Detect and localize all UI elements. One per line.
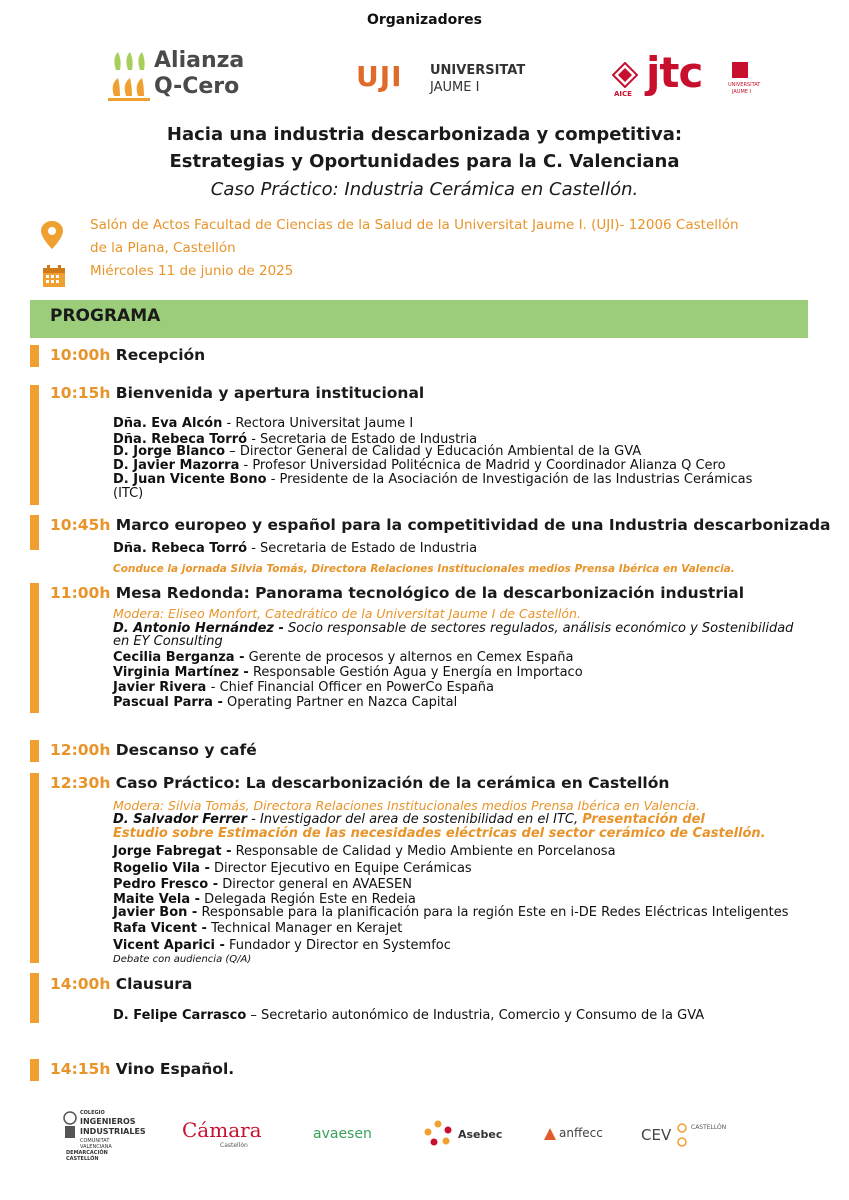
aice-text: AICE [614, 90, 632, 98]
slot-case-study [50, 774, 669, 792]
itc-sub1: UNIVERSITAT [728, 82, 761, 88]
uji-line1: UNIVERSITAT [430, 63, 526, 78]
uji-logo [356, 60, 536, 100]
speaker-line: Maite Vela - Delegada Región Este en Redeia [113, 892, 416, 907]
slot-coffee-break [50, 741, 257, 759]
slot-title: Marco europeo y español para la competitividad de una Industria descarbonizada [115, 516, 831, 534]
venue-line1: Salón de Actos Facultad de Ciencias de la Salud de la Universitat Jaume I. (UJI)- 12006 Castellón [90, 217, 739, 233]
slot-title: Clausura [115, 975, 193, 993]
program-heading: PROGRAMA [50, 306, 161, 326]
slot-framework [50, 516, 831, 534]
speaker-line: Rogelio Vila - Director Ejecutivo en Equipe Cerámicas [113, 861, 472, 876]
slot-welcome [50, 384, 424, 402]
slot-wine [50, 1060, 234, 1078]
anffecc-text: anffecc [559, 1126, 603, 1140]
speaker-line: D. Salvador Ferrer - Investigador del area de sostenibilidad en el ITC, Presentación del [113, 812, 705, 827]
speaker-line: D. Jorge Blanco – Director General de Calidad y Educación Ambiental de la GVA [113, 444, 642, 459]
slot-title: Bienvenida y apertura institucional [115, 384, 425, 402]
slot-closing [50, 975, 192, 993]
slot-bar [30, 345, 39, 367]
speaker-line: Dña. Eva Alcón - Rectora Universitat Jaume I [113, 416, 414, 431]
q-cero-text: Q-Cero [154, 74, 240, 99]
slot-time: 10:00h [50, 346, 111, 364]
speaker-line: Vicent Aparici - Fundador y Director en Systemfoc [113, 938, 451, 953]
speaker-line: Dña. Rebeca Torró - Secretaria de Estado de Industria [113, 432, 478, 447]
slot-time: 14:00h [50, 975, 111, 993]
asebec-dots-icon [424, 1120, 452, 1146]
alianza-leaf-icon [108, 48, 158, 104]
speaker-line: Rafa Vicent - Technical Manager en Kerajet [113, 921, 403, 936]
location-pin-icon [40, 220, 64, 250]
slot-reception [50, 346, 205, 364]
speaker-line: D. Juan Vicente Bono - Presidente de la Asociación de Investigación de las Industrias Cerámicas [113, 472, 753, 487]
debate-note: Debate con audiencia (Q/A) [113, 954, 252, 965]
slot-time: 14:15h [50, 1060, 111, 1078]
speaker-line: D. Javier Mazorra - Profesor Universidad Politécnica de Madrid y Coordinador Alianza Q Cero [113, 458, 726, 473]
speaker-line: D. Antonio Hernández - Socio responsable de sectores regulados, análisis económico y Sostenibilidad [113, 621, 794, 636]
moderator-line: Modera: Eliseo Monfort, Catedrático de la Universitat Jaume I de Castellón. [113, 606, 581, 621]
anffecc-logo [543, 1124, 613, 1144]
coiic-line: COMUNITAT VALENCIANA [80, 1138, 112, 1150]
organizers-heading: Organizadores [366, 12, 482, 28]
aice-diamond-icon [612, 62, 638, 88]
speaker-line: Dña. Rebeca Torró - Secretaria de Estado de Industria [113, 541, 478, 556]
speaker-line: Javier Bon - Responsable para la planificación para la región Este en i-DE Redes Eléctricas Inteligentes [113, 905, 789, 920]
coiic-line: INGENIEROS [80, 1117, 136, 1126]
itc-text: jtc [646, 48, 703, 97]
event-title-line2: Estrategias y Oportunidades para la C. Valenciana [169, 151, 680, 172]
venue [90, 214, 740, 260]
slot-bar [30, 583, 39, 713]
speaker-line: D. Felipe Carrasco – Secretario autonómico de Industria, Comercio y Consumo de la GVA [113, 1008, 705, 1023]
cev-logo [641, 1120, 731, 1152]
avaesen-logo: avaesen [313, 1126, 372, 1142]
slot-time: 10:15h [50, 384, 111, 402]
event-date: Miércoles 11 de junio de 2025 [90, 263, 294, 279]
slot-title: Vino Español. [115, 1060, 235, 1078]
alianza-q-cero-logo [108, 48, 258, 104]
aice-itc-logo [612, 50, 772, 105]
event-subtitle: Caso Práctico: Industria Cerámica en Castellón. [210, 179, 639, 200]
camara-sub: Castellón [220, 1142, 248, 1149]
speaker-line: Cecilia Berganza - Gerente de procesos y alternos en Cemex España [113, 650, 574, 665]
calendar-icon [42, 264, 66, 288]
slot-time: 12:00h [50, 741, 111, 759]
slot-title: Mesa Redonda: Panorama tecnológico de la descarbonización industrial [115, 584, 745, 602]
slot-bar [30, 973, 39, 1023]
coiic-shield-icon [62, 1110, 78, 1140]
speaker-line: (ITC) [113, 486, 144, 501]
event-title-line1: Hacia una industria descarbonizada y competitiva: [166, 124, 683, 145]
moderator-line: Modera: Silvia Tomás, Directora Relaciones Institucionales medios Prensa Ibérica en Valencia. [113, 798, 701, 813]
asebec-logo [424, 1120, 504, 1150]
cev-text: CEV [641, 1126, 672, 1144]
speaker-line: Estudio sobre Estimación de las necesidades eléctricas del sector cerámico de Castellón. [113, 826, 766, 841]
coiic-line: DEMARCACIÓN CASTELLÓN [66, 1150, 108, 1162]
camara-logo [182, 1118, 272, 1154]
itc-sub2: JAUME I [732, 89, 752, 95]
coiic-line: COLEGIO [80, 1110, 105, 1116]
slot-title: Recepción [115, 346, 206, 364]
slot-bar [30, 773, 39, 963]
speaker-line: Pedro Fresco - Director general en AVAESEN [113, 877, 412, 892]
asebec-text: Asebec [458, 1128, 503, 1141]
slot-bar [30, 385, 39, 505]
cev-sub: CASTELLÓN [691, 1124, 727, 1131]
uji-small-mark-icon [732, 62, 748, 78]
coiic-logo [62, 1108, 146, 1162]
slot-bar [30, 1059, 39, 1081]
venue-line2: de la Plana, Castellón [90, 240, 236, 256]
slot-time: 10:45h [50, 516, 111, 534]
slot-title: Caso Práctico: La descarbonización de la cerámica en Castellón [115, 774, 670, 792]
alianza-text: Alianza [154, 48, 245, 73]
coiic-line: INDUSTRIALES [80, 1127, 146, 1136]
slot-title: Descanso y café [115, 741, 257, 759]
speaker-line: Jorge Fabregat - Responsable de Calidad y Medio Ambiente en Porcelanosa [113, 844, 616, 859]
host-note: Conduce la jornada Silvia Tomás, Directora Relaciones Institucionales medios Prensa Ibérica en Valencia. [113, 563, 735, 575]
slot-bar [30, 515, 39, 550]
uji-mark: UJI [356, 60, 403, 93]
slot-roundtable [50, 584, 744, 602]
uji-line2: JAUME I [430, 80, 480, 95]
speaker-line: Pascual Parra - Operating Partner en Nazca Capital [113, 695, 458, 710]
camara-text: Cámara [182, 1118, 262, 1142]
anffecc-mark-icon [543, 1127, 557, 1141]
slot-bar [30, 740, 39, 762]
slot-time: 12:30h [50, 774, 111, 792]
speaker-line: Virginia Martínez - Responsable Gestión Agua y Energía en Importaco [113, 665, 583, 680]
speaker-line: Javier Rivera - Chief Financial Officer en PowerCo España [113, 680, 494, 695]
speaker-line: en EY Consulting [113, 634, 223, 649]
cev-circles-icon [675, 1122, 689, 1150]
slot-time: 11:00h [50, 584, 111, 602]
